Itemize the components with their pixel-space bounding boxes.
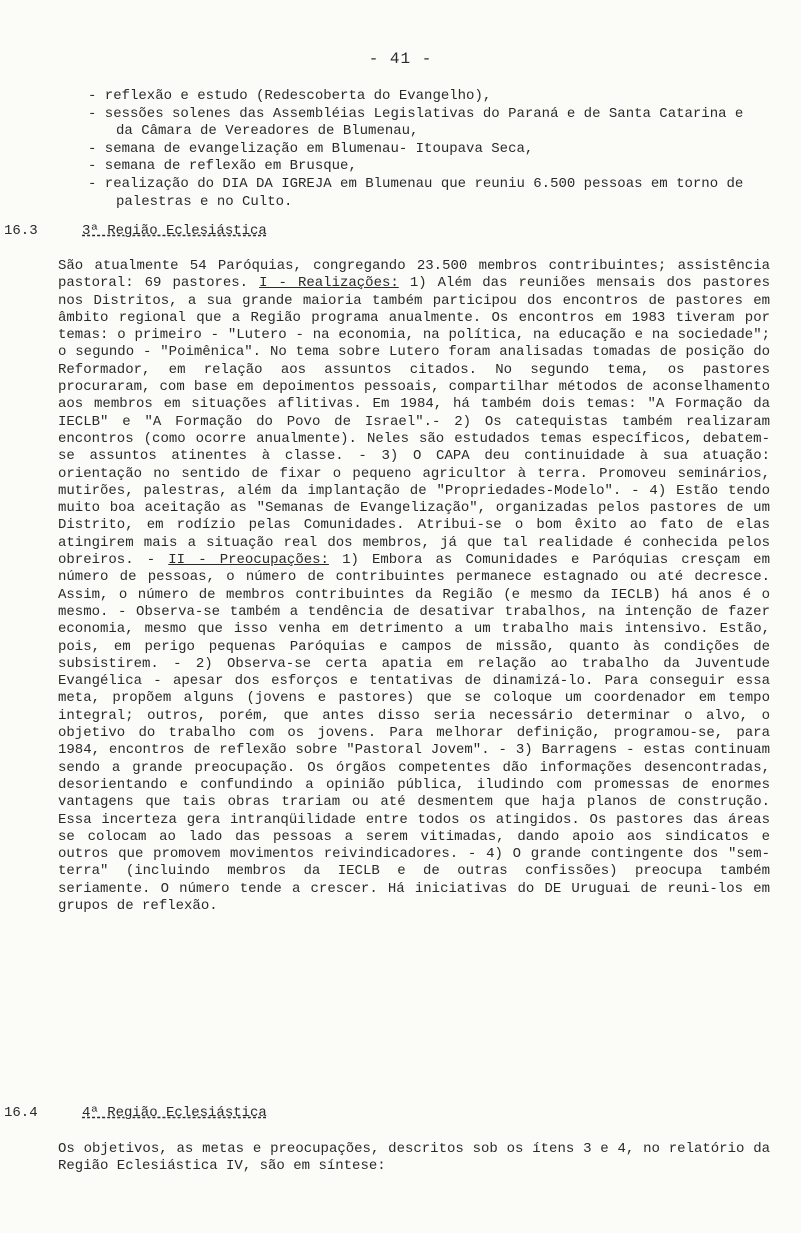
list-item: - realização do DIA DA IGREJA em Blumenau que reuniu 6.500 pessoas em torno de palestras e no Culto. [88,175,744,210]
section-heading-3 [4,222,267,240]
section-3-body [58,258,770,915]
section-4-body [58,1141,770,1176]
section-number: 16.3 [4,223,38,239]
preocupacoes-label: II - Preocupações: [168,552,329,569]
section-number: 16.4 [4,1105,38,1121]
preocupacoes-text: 1) Embora as Comunidades e Paróquias cresçam em número de pessoas, o número de contribuintes permanece estagnado ou até decresce. Assim, o número de membros contribuintes da Região (e mesmo da IECLB) há anos é o mesmo. - Observa-se também a tendência de desativar trabalhos, na intenção de fazer economia, mesmo que isso venha em detrimento a um trabalho mais intensivo. Estão, pois, em perigo pequenas Paróquias e campos de missão, quanto às condições de subsistirem. - 2) Observa-se certa apatia em relação ao trabalho da Juventude Evangélica - apesar dos esforços e tentativas de dinamizá-lo. Para conseguir essa meta, propõem alguns (jovens e pastores) que se coloque um coordenador em tempo integral; outros, porém, que antes disso seria necessário determinar o alvo, o objetivo do trabalho com os jovens. Para melhorar definição, programou-se, para 1984, encontros de reflexão sobre "Pastoral Jovem". - 3) Barragens - estas continuam sendo a grande preocupação. Os órgãos competentes dão informações desencontradas, desorientando e confundindo a opinião pública, iludindo com promessas de enormes vantagens que tais obras trariam ou até desmentem que haja planos de construção. Essa incerteza gera intranqüilidade entre todos os atingidos. Os pastores das áreas se colocam ao lado das pessoas a serem vitimadas, dando apoio aos sindicatos e outros que promovem movimentos reivindicadores. - 4) O grande contingente dos "sem-terra" (incluindo membros da IECLB e de outras confissões) preocupa também seriamente. O número tende a crescer. Há iniciativas do DE Uruguai de reuni-los em grupos de reflexão. [58,552,770,914]
list-item: - sessões solenes das Assembléias Legislativas do Paraná e de Santa Catarina e da Câmara de Vereadores de Blumenau, [88,105,744,140]
list-item: - semana de evangelização em Blumenau- Itoupava Seca, [88,140,534,157]
intro-text: São atualmente 54 Paróquias, congregando 23.500 membros contribuintes; assistência pastoral: 69 pastores. [58,258,770,292]
page-number: - 41 - [368,50,433,68]
realizacoes-text: 1) Além das reuniões mensais dos pastores nos Distritos, a sua grande maioria também participou dos encontros de pastores em âmbito regional que a Região programa anualmente. Os encontros em 1983 tiveram por temas: o primeiro - "Lutero - na economia, na política, na educação e na sociedade"; o segundo - "Poimênica". No tema sobre Lutero foram analisadas tomadas de posição do Reformador, em relação aos assuntos citados. No segundo tema, os pastores procuraram, com base em depoimentos pessoais, compartilhar métodos de aconselhamento aos membros em situações aflitivas. Em 1984, há também dois temas: "A Formação da IECLB" e "A Formação do Povo de Israel".- 2) Os catequistas também realizaram encontros (como ocorre anualmente). Neles são estudados temas específicos, debatem-se assuntos atinentes à classe. - 3) O CAPA deu continuidade à sua atuação: orientação no sentido de fixar o pequeno agricultor à terra. Promoveu seminários, mutirões, palestras, além da implantação de "Propriedades-Modelo". - 4) Estão tendo muito boa aceitação as "Semanas de Evangelização", organizadas pelos pastores de um Distrito, em rodízio pelas Comunidades. Atribui-se o bom êxito ao fato de elas atingirem mais a situação real dos membros, já que tal realidade é conhecida pelos obreiros. - [58,275,770,569]
section-title: 3ª Região Eclesiástica [82,223,267,239]
list-item: - semana de reflexão em Brusque, [88,158,357,175]
intro-text: Os objetivos, as metas e preocupações, descritos sob os ítens 3 e 4, no relatório da Região Eclesiástica IV, são em síntese: [58,1141,770,1175]
realizacoes-label: I - Realizações: [259,275,399,292]
section-heading-4 [4,1104,267,1122]
list-item: - reflexão e estudo (Redescoberta do Evangelho), [88,88,492,104]
section-title: 4ª Região Eclesiástica [82,1105,267,1121]
activity-list [88,88,768,211]
